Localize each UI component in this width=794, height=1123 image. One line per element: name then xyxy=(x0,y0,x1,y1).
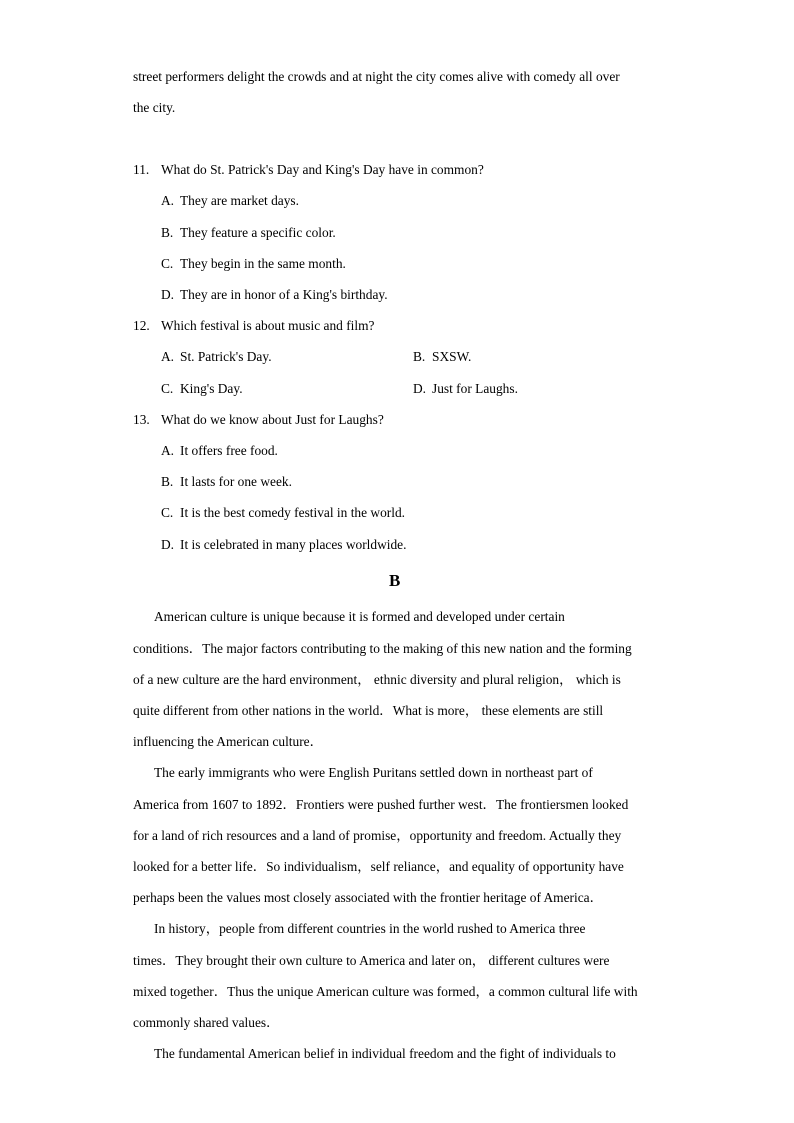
option-letter: A. xyxy=(161,349,175,364)
passage-line: looked for a better life．So individualism，self reliance，and equality of opportunity have xyxy=(133,859,624,874)
option-letter: B. xyxy=(161,474,174,489)
option-text: Just for Laughs. xyxy=(432,381,518,396)
intro-line: the city. xyxy=(133,100,176,115)
option-text: King's Day. xyxy=(180,381,243,396)
option-12-a xyxy=(161,349,272,365)
option-letter: D. xyxy=(161,537,175,552)
question-text: Which festival is about music and film? xyxy=(161,318,375,333)
passage-line: conditions．The major factors contributing to the making of this new nation and the forming xyxy=(133,641,632,656)
passage-line: perhaps been the values most closely associated with the frontier heritage of America． xyxy=(133,890,603,905)
option-text: It is the best comedy festival in the world. xyxy=(180,505,405,520)
option-11-b xyxy=(161,225,336,241)
option-letter: D. xyxy=(413,381,427,396)
passage-line: for a land of rich resources and a land of promise，opportunity and freedom. Actually they xyxy=(133,828,622,843)
question-number: 11. xyxy=(133,162,150,177)
question-number: 13. xyxy=(133,412,150,427)
passage-line: American culture is unique because it is formed and developed under certain xyxy=(154,609,565,624)
passage-line: In history，people from different countries in the world rushed to America three xyxy=(154,921,586,936)
option-text: St. Patrick's Day. xyxy=(180,349,272,364)
question-text: What do we know about Just for Laughs? xyxy=(161,412,384,427)
option-letter: C. xyxy=(161,256,174,271)
option-letter: A. xyxy=(161,193,175,208)
passage-line: times．They brought their own culture to America and later on， different cultures were xyxy=(133,953,610,968)
option-letter: C. xyxy=(161,505,174,520)
option-12-d xyxy=(413,381,518,397)
question-text: What do St. Patrick's Day and King's Day have in common? xyxy=(161,162,484,177)
option-12-c xyxy=(161,381,243,397)
passage-line: mixed together．Thus the unique American culture was formed，a common cultural life with xyxy=(133,984,638,999)
option-letter: B. xyxy=(413,349,426,364)
section-heading: B xyxy=(389,571,401,590)
option-text: It lasts for one week. xyxy=(180,474,292,489)
option-text: It offers free food. xyxy=(180,443,278,458)
intro-line: street performers delight the crowds and at night the city comes alive with comedy all over xyxy=(133,69,620,84)
passage-line: commonly shared values． xyxy=(133,1015,280,1030)
option-13-a xyxy=(161,443,278,459)
option-letter: C. xyxy=(161,381,174,396)
option-letter: B. xyxy=(161,225,174,240)
option-11-c xyxy=(161,256,346,272)
passage-line: The fundamental American belief in individual freedom and the fight of individuals to xyxy=(154,1046,616,1061)
option-11-d xyxy=(161,287,388,303)
option-text: They feature a specific color. xyxy=(180,225,336,240)
option-text: They are in honor of a King's birthday. xyxy=(180,287,388,302)
option-12-b xyxy=(413,349,471,365)
option-13-d xyxy=(161,537,406,553)
option-letter: A. xyxy=(161,443,175,458)
option-letter: D. xyxy=(161,287,175,302)
option-13-b xyxy=(161,474,292,490)
option-text: They begin in the same month. xyxy=(180,256,346,271)
passage-line: of a new culture are the hard environment， ethnic diversity and plural religion， which is xyxy=(133,672,621,687)
option-13-c xyxy=(161,505,405,521)
passage-line: quite different from other nations in the world．What is more， these elements are still xyxy=(133,703,604,718)
option-11-a xyxy=(161,193,299,209)
passage-line: influencing the American culture． xyxy=(133,734,324,749)
passage-line: America from 1607 to 1892．Frontiers were pushed further west．The frontiersmen looked xyxy=(133,797,629,812)
option-text: It is celebrated in many places worldwide. xyxy=(180,537,407,552)
option-text: SXSW. xyxy=(432,349,472,364)
question-number: 12. xyxy=(133,318,150,333)
passage-line: The early immigrants who were English Puritans settled down in northeast part of xyxy=(154,765,593,780)
option-text: They are market days. xyxy=(180,193,299,208)
